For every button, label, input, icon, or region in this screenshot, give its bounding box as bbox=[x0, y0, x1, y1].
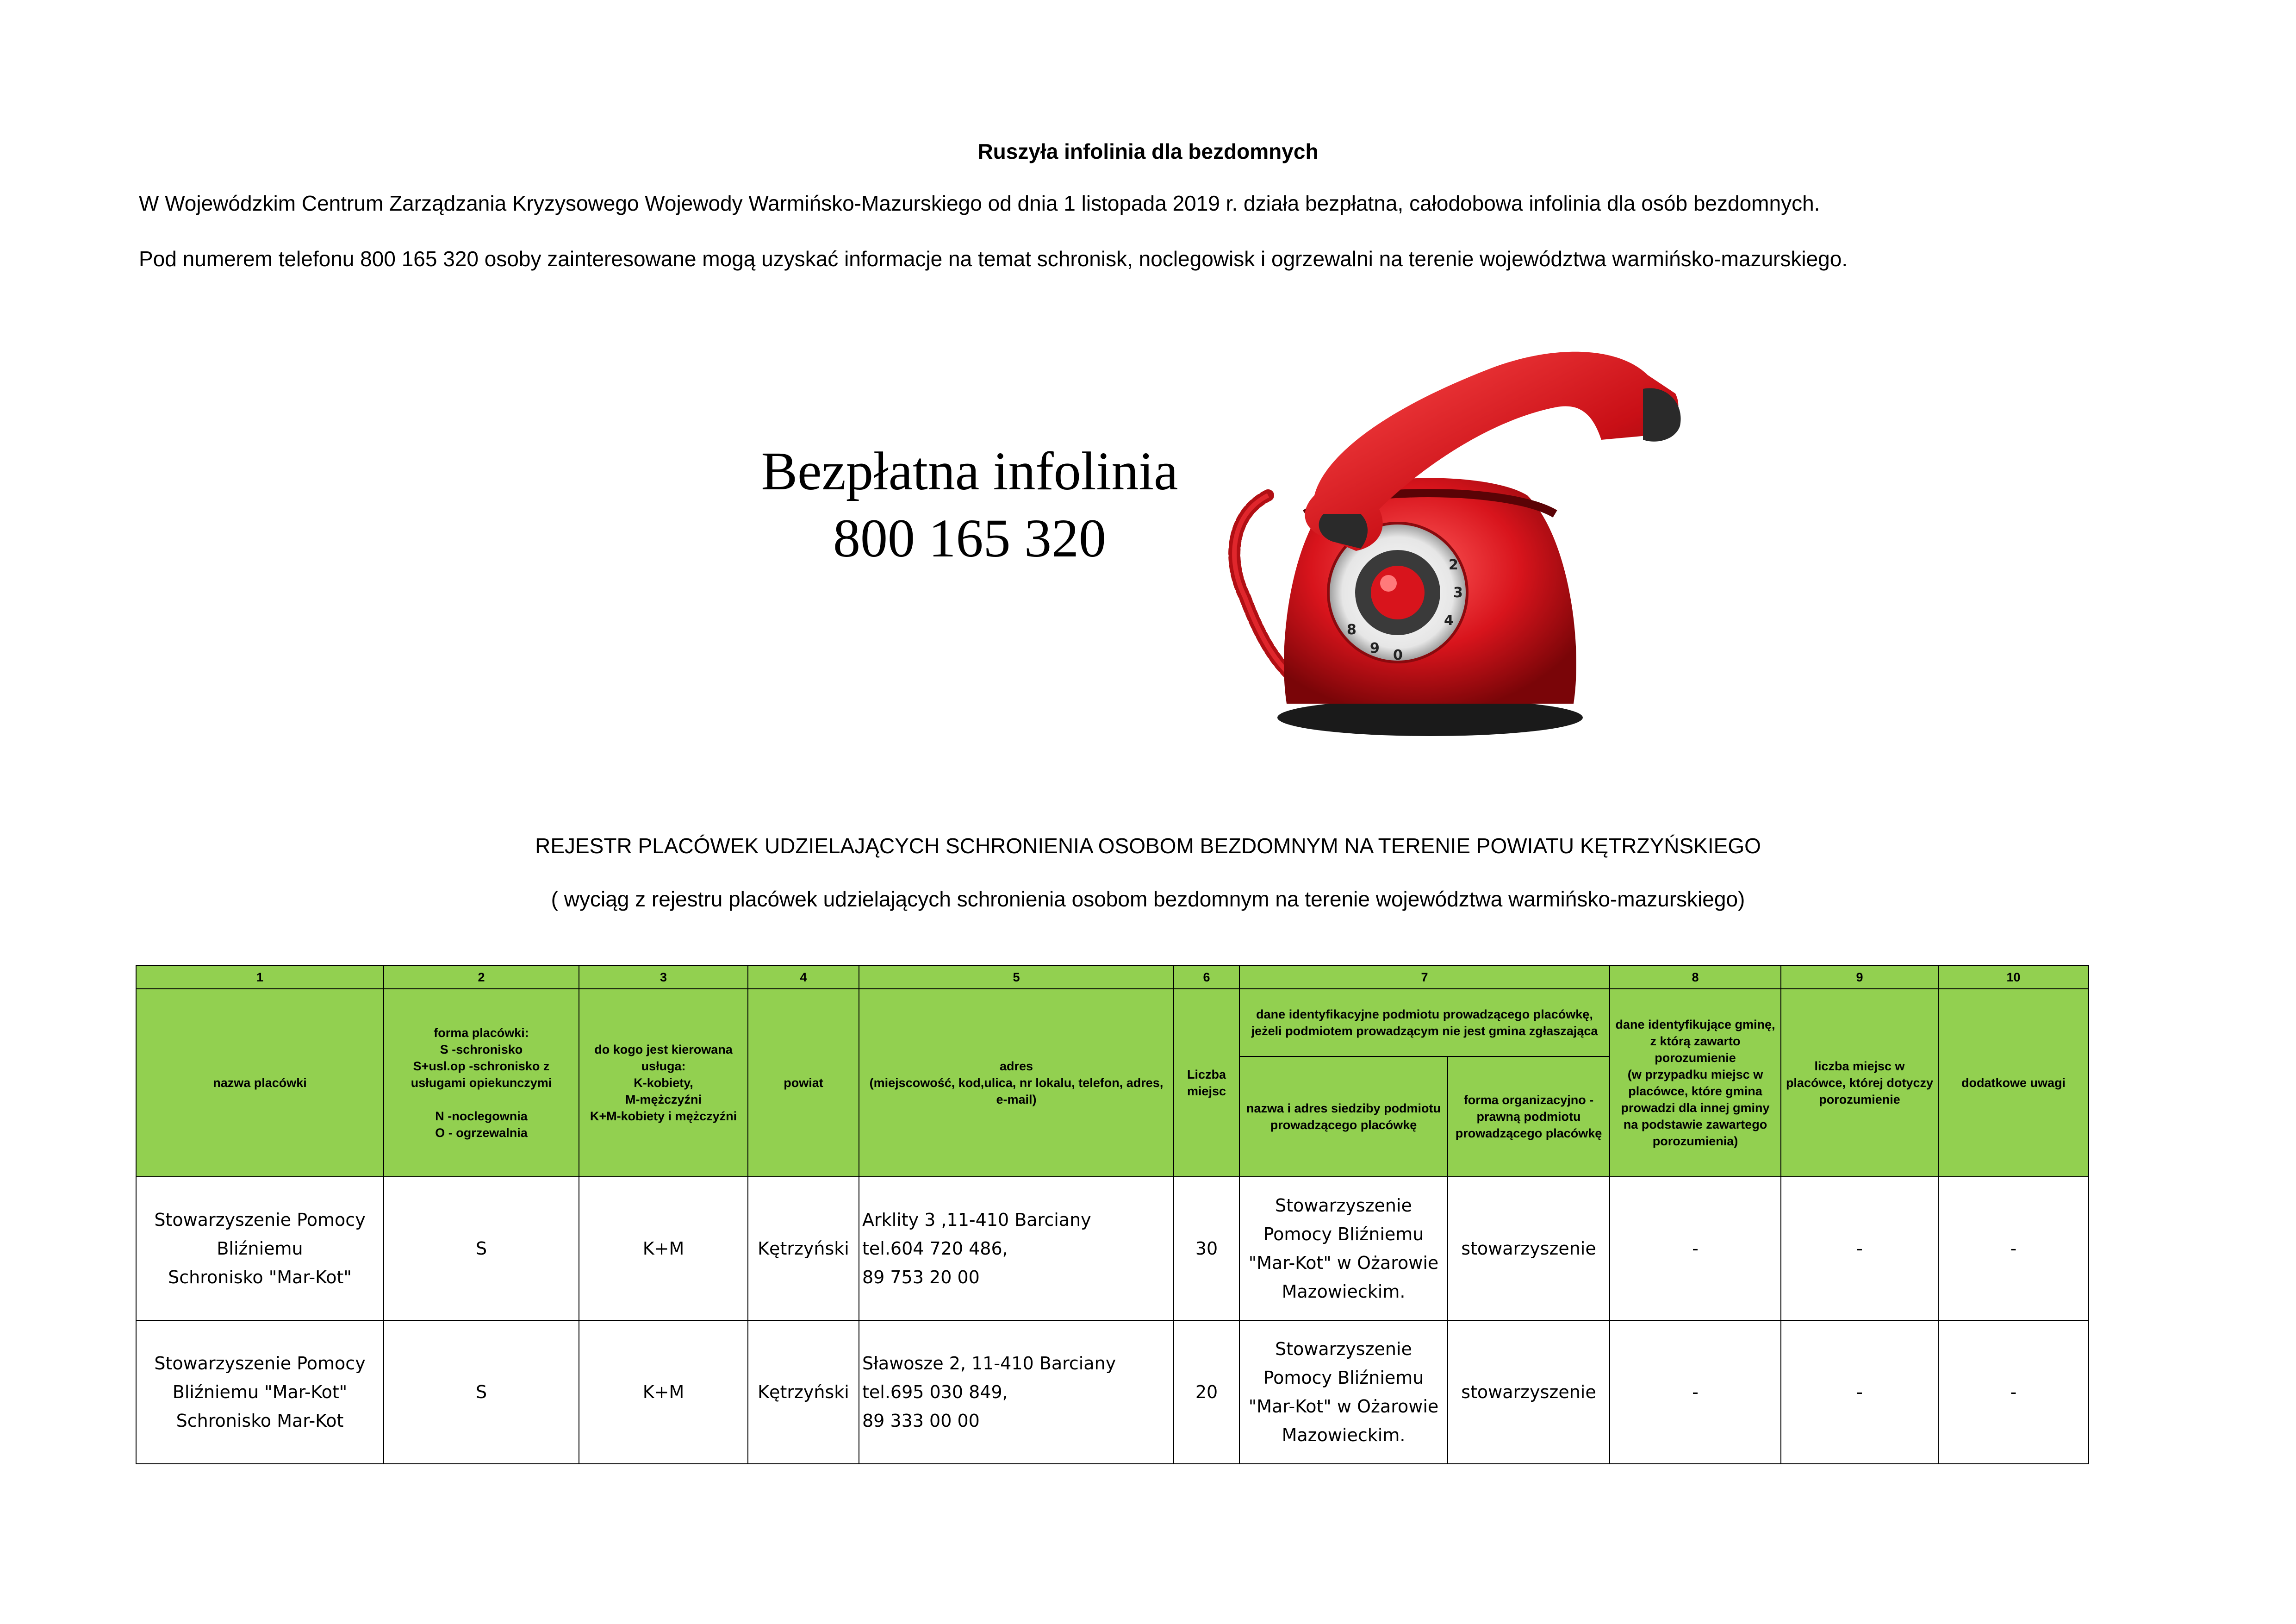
svg-text:8: 8 bbox=[1347, 622, 1356, 638]
address: Arklity 3 ,11-410 Barciany tel.604 720 486, 89 753 20 00 bbox=[859, 1177, 1174, 1320]
facility-form: S bbox=[384, 1177, 579, 1320]
header-operator-data: dane identyfikacyjne podmiotu prowadzącego placówkę, jeżeli podmiotem prowadzącym nie jest gmina zgłaszająca bbox=[1239, 989, 1610, 1056]
operator-name: Stowarzyszenie Pomocy Bliźniemu "Mar-Kot" w Ożarowie Mazowieckim. bbox=[1239, 1177, 1448, 1320]
header-target-group: do kogo jest kierowana usługa: K-kobiety, M-mężczyźni K+M-kobiety i mężczyźni bbox=[579, 989, 748, 1177]
column-number: 1 bbox=[136, 966, 384, 989]
agreement-gmina: - bbox=[1610, 1177, 1781, 1320]
facility-form: S bbox=[384, 1320, 579, 1464]
document-title: Ruszyła infolinia dla bezdomnych bbox=[977, 139, 1319, 163]
column-number: 9 bbox=[1781, 966, 1938, 989]
header-agreement-gmina: dane identyfikujące gminę, z którą zawarto porozumienie (w przypadku miejsc w placówce, które gmina prowadzi dla innej gminy na podstawie zawartego porozumienia) bbox=[1610, 989, 1781, 1177]
notes: - bbox=[1938, 1320, 2089, 1464]
header-county: powiat bbox=[748, 989, 859, 1177]
column-number: 7 bbox=[1239, 966, 1610, 989]
table-row bbox=[136, 1320, 2089, 1464]
column-number: 2 bbox=[384, 966, 579, 989]
target-group: K+M bbox=[579, 1320, 748, 1464]
table-row bbox=[136, 1177, 2089, 1320]
facility-name: Stowarzyszenie Pomocy Bliźniemu Schronisko "Mar-Kot" bbox=[136, 1177, 384, 1320]
banner-phone-number: 800 165 320 bbox=[833, 508, 1106, 568]
svg-text:2: 2 bbox=[1449, 557, 1458, 573]
svg-text:9: 9 bbox=[1370, 640, 1380, 656]
header-facility-form: forma placówki: S -schronisko S+usl.op -schronisko z usługami opiekunczymi N -noclegownia O - ogrzewalnia bbox=[384, 989, 579, 1177]
header-address: adres (miejscowość, kod,ulica, nr lokalu, telefon, adres, e-mail) bbox=[859, 989, 1174, 1177]
places: 20 bbox=[1174, 1320, 1239, 1464]
intro-paragraph: W Wojewódzkim Centrum Zarządzania Kryzysowego Wojewody Warmińsko-Mazurskiego od dnia 1 listopada 2019 r. działa bezpłatna, całodobowa infolinia dla osób bezdomnych. bbox=[139, 191, 1820, 215]
header-agreement-places: liczba miejsc w placówce, której dotyczy porozumienie bbox=[1781, 989, 1938, 1177]
svg-text:3: 3 bbox=[1453, 585, 1463, 601]
notes: - bbox=[1938, 1177, 2089, 1320]
column-number: 4 bbox=[748, 966, 859, 989]
header-operator-name: nazwa i adres siedziby podmiotu prowadzącego placówkę bbox=[1239, 1056, 1448, 1177]
agreement-places: - bbox=[1781, 1320, 1938, 1464]
svg-text:4: 4 bbox=[1444, 612, 1454, 629]
column-number: 10 bbox=[1938, 966, 2089, 989]
county: Kętrzyński bbox=[748, 1177, 859, 1320]
places: 30 bbox=[1174, 1177, 1239, 1320]
county: Kętrzyński bbox=[748, 1320, 859, 1464]
operator-form: stowarzyszenie bbox=[1448, 1177, 1610, 1320]
operator-form: stowarzyszenie bbox=[1448, 1320, 1610, 1464]
address: Sławosze 2, 11-410 Barciany tel.695 030 849, 89 333 00 00 bbox=[859, 1320, 1174, 1464]
agreement-gmina: - bbox=[1610, 1320, 1781, 1464]
svg-text:0: 0 bbox=[1393, 647, 1403, 663]
header-row-upper bbox=[136, 989, 2089, 1056]
header-operator-form: forma organizacyjno - prawną podmiotu prowadzącego placówkę bbox=[1448, 1056, 1610, 1177]
facility-name: Stowarzyszenie Pomocy Bliźniemu "Mar-Kot" Schronisko Mar-Kot bbox=[136, 1320, 384, 1464]
column-number: 8 bbox=[1610, 966, 1781, 989]
agreement-places: - bbox=[1781, 1177, 1938, 1320]
registry-subtitle: ( wyciąg z rejestru placówek udzielających schronienia osobom bezdomnym na terenie województwa warmińsko-mazurskiego) bbox=[551, 887, 1745, 911]
phone-info-paragraph: Pod numerem telefonu 800 165 320 osoby zainteresowane mogą uzyskać informacje na temat schronisk, noclegowisk i ogrzewalni na terenie województwa warmińsko-mazurskiego. bbox=[139, 247, 1848, 271]
target-group: K+M bbox=[579, 1177, 748, 1320]
header-notes: dodatkowe uwagi bbox=[1938, 989, 2089, 1177]
header-facility-name: nazwa placówki bbox=[136, 989, 384, 1177]
header-places: Liczba miejsc bbox=[1174, 989, 1239, 1177]
column-number-row bbox=[136, 966, 2089, 989]
column-number: 5 bbox=[859, 966, 1174, 989]
banner-title: Bezpłatna infolinia bbox=[761, 441, 1178, 501]
operator-name: Stowarzyszenie Pomocy Bliźniemu "Mar-Kot" w Ożarowie Mazowieckim. bbox=[1239, 1320, 1448, 1464]
registry-title: REJESTR PLACÓWEK UDZIELAJĄCYCH SCHRONIENIA OSOBOM BEZDOMNYM NA TERENIE POWIATU KĘTRZYŃSKIEGO bbox=[535, 834, 1761, 858]
column-number: 6 bbox=[1174, 966, 1239, 989]
registry-table bbox=[136, 965, 2089, 1464]
column-number: 3 bbox=[579, 966, 748, 989]
